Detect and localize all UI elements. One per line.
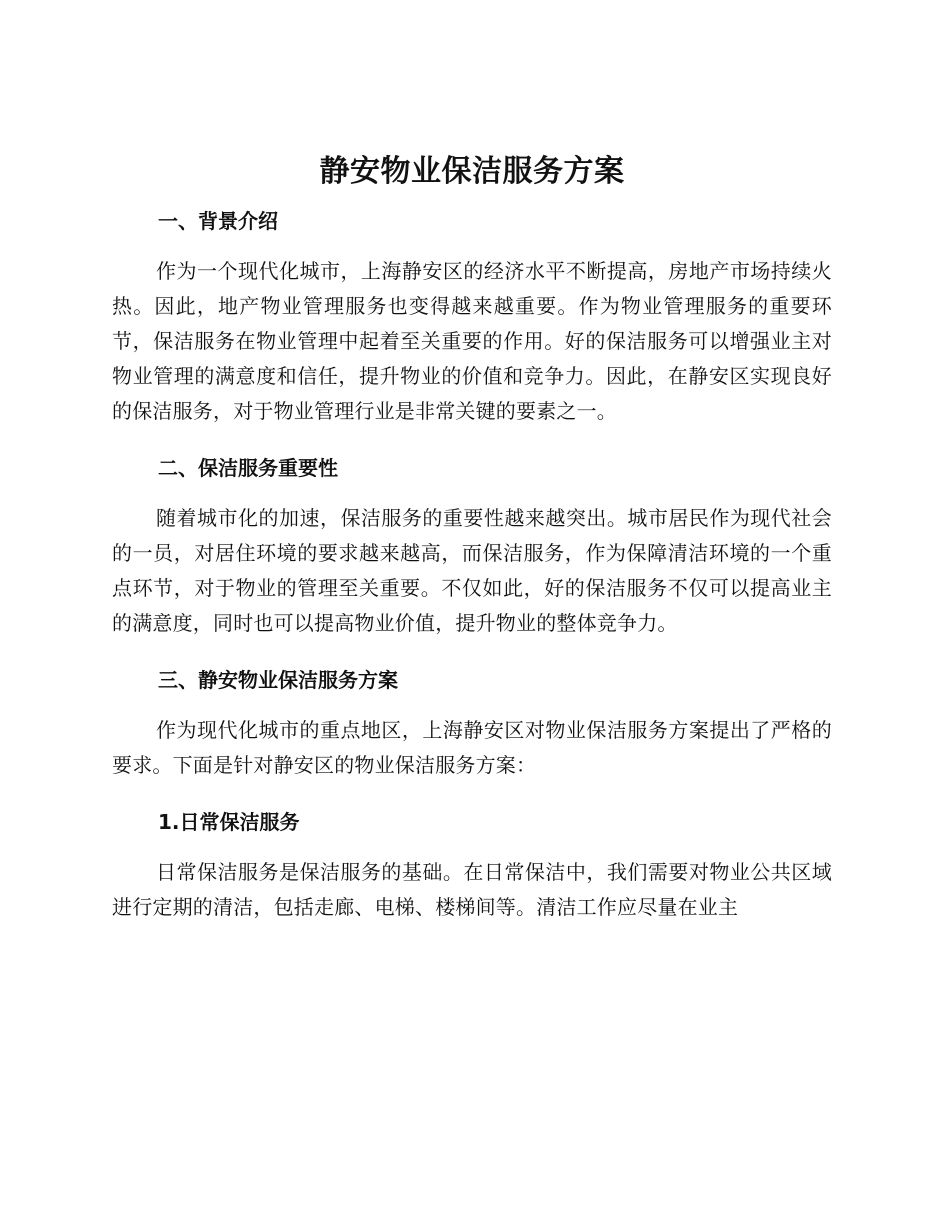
section-paragraph-importance: 随着城市化的加速，保洁服务的重要性越来越突出。城市居民作为现代社会的一员，对居住环境的要求越来越高，而保洁服务，作为保障清洁环境的一个重点环节，对于物业的管理至关重要。不仅如此，好的保洁服务不仅可以提高业主的满意度，同时也可以提高物业价值，提升物业的整体竞争力。 <box>112 506 832 635</box>
section-heading-background: 一、背景介绍 <box>158 209 278 233</box>
subsection-heading-daily-cleaning: 1.日常保洁服务 <box>158 810 300 834</box>
section-paragraph-plan: 作为现代化城市的重点地区，上海静安区对物业保洁服务方案提出了严格的要求。下面是针对静安区的物业保洁服务方案： <box>112 718 832 777</box>
document-title: 静安物业保洁服务方案 <box>319 154 625 189</box>
section-heading-importance: 二、保洁服务重要性 <box>158 456 338 480</box>
document-page <box>112 150 832 925</box>
subsection-paragraph-daily-cleaning: 日常保洁服务是保洁服务的基础。在日常保洁中，我们需要对物业公共区域进行定期的清洁，包括走廊、电梯、楼梯间等。清洁工作应尽量在业主 <box>112 860 832 919</box>
section-heading-plan: 三、静安物业保洁服务方案 <box>158 668 398 692</box>
section-paragraph-background: 作为一个现代化城市，上海静安区的经济水平不断提高，房地产市场持续火热。因此，地产物业管理服务也变得越来越重要。作为物业管理服务的重要环节，保洁服务在物业管理中起着至关重要的作用。好的保洁服务可以增强业主对物业管理的满意度和信任，提升物业的价值和竞争力。因此，在静安区实现良好的保洁服务，对于物业管理行业是非常关键的要素之一。 <box>112 259 832 423</box>
